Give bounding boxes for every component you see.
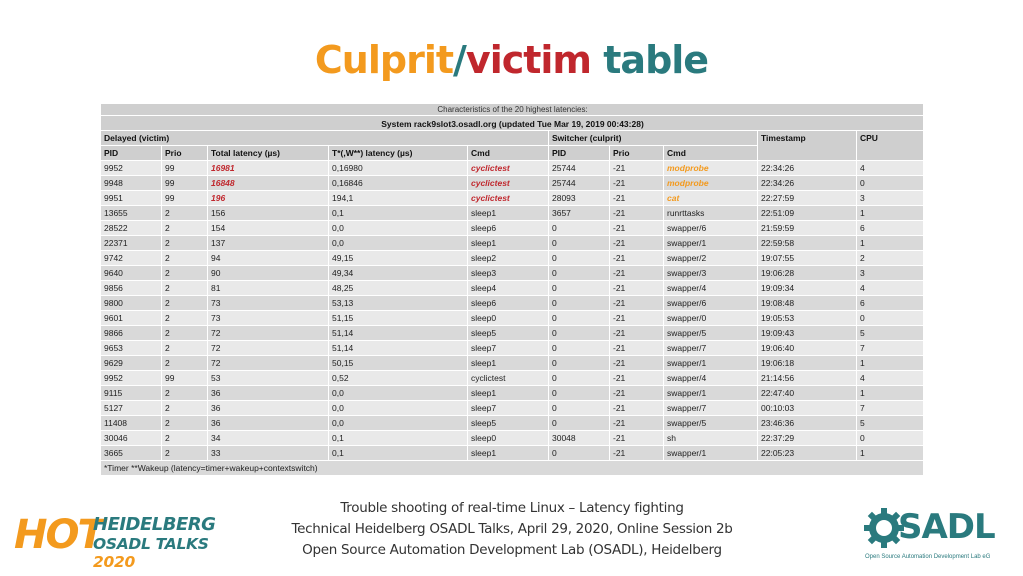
cell-timestamp: 19:06:18 [758,356,857,371]
cell-victim-pid: 9629 [101,356,162,371]
osadl-logo-subtitle: Open Source Automation Development Lab eG [865,554,991,560]
cell-culprit-cmd: swapper/3 [664,266,758,281]
cell-culprit-cmd: modprobe [664,161,758,176]
cell-total-latency: 72 [208,326,329,341]
cell-victim-prio: 2 [162,341,208,356]
cell-victim-pid: 30046 [101,431,162,446]
cell-total-latency: 137 [208,236,329,251]
footer-line-1: Trouble shooting of real-time Linux – Latency fighting [340,500,684,516]
cell-culprit-cmd: swapper/6 [664,296,758,311]
cell-victim-cmd: sleep5 [468,416,549,431]
hot-heidelberg-logo [14,512,244,571]
table-row [101,326,924,341]
cell-total-latency: 94 [208,251,329,266]
cell-culprit-prio: -21 [610,296,664,311]
table-row [101,296,924,311]
cell-victim-pid: 9601 [101,311,162,326]
cell-culprit-prio: -21 [610,341,664,356]
title-victim: victim [465,38,592,82]
cell-timestamp: 19:05:53 [758,311,857,326]
cell-culprit-pid: 0 [549,251,610,266]
cell-cpu: 0 [857,311,924,326]
cell-timestamp: 23:46:36 [758,416,857,431]
cell-victim-cmd: sleep1 [468,356,549,371]
cell-total-latency: 36 [208,416,329,431]
cell-culprit-cmd: swapper/1 [664,446,758,461]
cell-culprit-pid: 0 [549,326,610,341]
cell-victim-pid: 9640 [101,266,162,281]
title-culprit: Culprit [314,38,454,82]
table-row [101,221,924,236]
cell-cpu: 5 [857,416,924,431]
cell-cpu: 1 [857,206,924,221]
cell-victim-cmd: cyclictest [468,191,549,206]
table-row [101,356,924,371]
cell-victim-prio: 2 [162,416,208,431]
cell-victim-cmd: sleep0 [468,311,549,326]
table-row [101,446,924,461]
cell-culprit-cmd: swapper/5 [664,416,758,431]
cell-culprit-pid: 0 [549,341,610,356]
cell-culprit-cmd: swapper/6 [664,221,758,236]
column-header-victim-cmd: Cmd [468,146,549,161]
cell-culprit-pid: 0 [549,311,610,326]
table-row [101,206,924,221]
cell-timestamp: 19:06:40 [758,341,857,356]
cell-tw-latency: 0,0 [329,401,468,416]
table-caption: Characteristics of the 20 highest latencies: [101,104,924,116]
cell-cpu: 1 [857,446,924,461]
table-row [101,386,924,401]
column-header-total-latency: Total latency (µs) [208,146,329,161]
title-table: table [591,38,709,82]
cell-cpu: 4 [857,281,924,296]
table-row [101,191,924,206]
cell-victim-pid: 9952 [101,161,162,176]
cell-victim-prio: 2 [162,206,208,221]
cell-victim-prio: 2 [162,326,208,341]
cell-culprit-cmd: swapper/1 [664,236,758,251]
cell-tw-latency: 51,14 [329,326,468,341]
cell-culprit-pid: 0 [549,401,610,416]
cell-victim-cmd: sleep1 [468,386,549,401]
cell-tw-latency: 49,15 [329,251,468,266]
cell-culprit-pid: 0 [549,416,610,431]
cell-culprit-cmd: swapper/1 [664,386,758,401]
cell-cpu: 3 [857,266,924,281]
cell-culprit-pid: 0 [549,446,610,461]
cell-victim-pid: 13655 [101,206,162,221]
cell-timestamp: 22:05:23 [758,446,857,461]
table-row [101,401,924,416]
cell-tw-latency: 0,1 [329,446,468,461]
cell-tw-latency: 0,0 [329,416,468,431]
cell-victim-prio: 2 [162,266,208,281]
slide-title [0,38,1023,82]
cell-total-latency: 16981 [208,161,329,176]
cell-culprit-pid: 3657 [549,206,610,221]
cell-timestamp: 19:07:55 [758,251,857,266]
cell-cpu: 1 [857,386,924,401]
table-system-caption: System rack9slot3.osadl.org (updated Tue Mar 19, 2019 00:43:28) [101,116,924,131]
cell-culprit-cmd: swapper/4 [664,371,758,386]
column-header-cpu: CPU [857,131,924,161]
cell-victim-pid: 5127 [101,401,162,416]
cell-tw-latency: 50,15 [329,356,468,371]
cell-culprit-cmd: sh [664,431,758,446]
cell-total-latency: 196 [208,191,329,206]
hot-logo-heidelberg: HEIDELBERG [93,514,216,535]
cell-total-latency: 81 [208,281,329,296]
table-row [101,236,924,251]
cell-victim-cmd: sleep0 [468,431,549,446]
cell-victim-cmd: sleep7 [468,401,549,416]
cell-cpu: 7 [857,401,924,416]
cell-culprit-cmd: runrttasks [664,206,758,221]
osadl-logo-word: SADL [898,507,995,547]
cell-culprit-cmd: swapper/0 [664,311,758,326]
cell-victim-pid: 9742 [101,251,162,266]
group-header-switcher: Switcher (culprit) [549,131,758,146]
cell-total-latency: 36 [208,386,329,401]
osadl-logo [860,496,1010,571]
column-header-victim-prio: Prio [162,146,208,161]
cell-timestamp: 00:10:03 [758,401,857,416]
table-row [101,176,924,191]
cell-victim-cmd: sleep7 [468,341,549,356]
cell-victim-prio: 2 [162,251,208,266]
cell-victim-pid: 11408 [101,416,162,431]
cell-victim-pid: 9952 [101,371,162,386]
cell-tw-latency: 0,52 [329,371,468,386]
cell-culprit-prio: -21 [610,221,664,236]
table-row [101,371,924,386]
cell-culprit-cmd: modprobe [664,176,758,191]
cell-culprit-pid: 28093 [549,191,610,206]
cell-culprit-pid: 30048 [549,431,610,446]
cell-tw-latency: 0,0 [329,236,468,251]
cell-total-latency: 73 [208,311,329,326]
cell-culprit-pid: 0 [549,356,610,371]
cell-culprit-pid: 0 [549,266,610,281]
cell-cpu: 4 [857,161,924,176]
table-row [101,266,924,281]
column-header-tw-latency: T*(,W**) latency (µs) [329,146,468,161]
cell-cpu: 4 [857,371,924,386]
cell-culprit-cmd: swapper/7 [664,401,758,416]
cell-timestamp: 22:59:58 [758,236,857,251]
table-row [101,341,924,356]
cell-cpu: 0 [857,431,924,446]
cell-cpu: 3 [857,191,924,206]
column-header-timestamp: Timestamp [758,131,857,161]
cell-victim-pid: 9856 [101,281,162,296]
cell-victim-pid: 9866 [101,326,162,341]
cell-victim-cmd: sleep1 [468,446,549,461]
cell-culprit-prio: -21 [610,236,664,251]
cell-culprit-prio: -21 [610,281,664,296]
cell-timestamp: 21:14:56 [758,371,857,386]
cell-cpu: 0 [857,176,924,191]
cell-culprit-prio: -21 [610,266,664,281]
cell-victim-pid: 9653 [101,341,162,356]
cell-culprit-pid: 25744 [549,161,610,176]
table-row [101,416,924,431]
title-separator: / [453,38,466,82]
cell-culprit-prio: -21 [610,206,664,221]
cell-victim-prio: 99 [162,191,208,206]
cell-tw-latency: 49,34 [329,266,468,281]
cell-culprit-pid: 0 [549,371,610,386]
cell-culprit-cmd: cat [664,191,758,206]
cell-victim-pid: 28522 [101,221,162,236]
footer-line-2: Technical Heidelberg OSADL Talks, April 29, 2020, Online Session 2b [291,521,733,537]
cell-tw-latency: 53,13 [329,296,468,311]
cell-culprit-prio: -21 [610,386,664,401]
cell-victim-cmd: sleep4 [468,281,549,296]
cell-victim-prio: 2 [162,401,208,416]
cell-culprit-prio: -21 [610,326,664,341]
cell-culprit-prio: -21 [610,371,664,386]
cell-total-latency: 16848 [208,176,329,191]
cell-cpu: 6 [857,296,924,311]
hot-logo-osadl-talks [93,535,244,571]
cell-tw-latency: 0,16980 [329,161,468,176]
cell-timestamp: 22:37:29 [758,431,857,446]
cell-culprit-prio: -21 [610,446,664,461]
cell-culprit-cmd: swapper/5 [664,326,758,341]
cell-culprit-cmd: swapper/7 [664,341,758,356]
cell-culprit-pid: 0 [549,281,610,296]
cell-total-latency: 90 [208,266,329,281]
cell-victim-pid: 9800 [101,296,162,311]
cell-total-latency: 73 [208,296,329,311]
cell-victim-cmd: cyclictest [468,161,549,176]
cell-victim-cmd: sleep1 [468,236,549,251]
cell-victim-prio: 2 [162,311,208,326]
cell-cpu: 1 [857,236,924,251]
cell-tw-latency: 0,1 [329,431,468,446]
column-header-culprit-cmd: Cmd [664,146,758,161]
cell-timestamp: 22:51:09 [758,206,857,221]
latency-table [100,103,924,476]
cell-victim-prio: 2 [162,221,208,236]
cell-total-latency: 72 [208,341,329,356]
cell-total-latency: 53 [208,371,329,386]
cell-victim-pid: 3665 [101,446,162,461]
cell-victim-prio: 99 [162,176,208,191]
hot-logo-word: HOT [14,512,103,558]
cell-timestamp: 19:08:48 [758,296,857,311]
cell-cpu: 7 [857,341,924,356]
cell-culprit-prio: -21 [610,356,664,371]
cell-victim-pid: 22371 [101,236,162,251]
hot-logo-talks-label: OSADL TALKS [93,535,209,553]
table-row [101,431,924,446]
group-header-delayed: Delayed (victim) [101,131,549,146]
cell-culprit-prio: -21 [610,176,664,191]
cell-tw-latency: 0,16846 [329,176,468,191]
cell-victim-cmd: cyclictest [468,176,549,191]
cell-victim-prio: 2 [162,281,208,296]
cell-cpu: 1 [857,356,924,371]
cell-tw-latency: 194,1 [329,191,468,206]
cell-total-latency: 33 [208,446,329,461]
table-row [101,311,924,326]
cell-victim-prio: 2 [162,236,208,251]
cell-victim-cmd: sleep6 [468,221,549,236]
cell-timestamp: 22:34:26 [758,161,857,176]
cell-victim-cmd: sleep1 [468,206,549,221]
latency-table-container [100,103,923,476]
table-row [101,251,924,266]
cell-timestamp: 22:47:40 [758,386,857,401]
cell-victim-prio: 2 [162,356,208,371]
table-row [101,161,924,176]
cell-cpu: 5 [857,326,924,341]
cell-victim-prio: 2 [162,431,208,446]
cell-tw-latency: 0,1 [329,206,468,221]
cell-victim-cmd: sleep6 [468,296,549,311]
cell-tw-latency: 0,0 [329,221,468,236]
column-header-culprit-prio: Prio [610,146,664,161]
cell-tw-latency: 48,25 [329,281,468,296]
cell-culprit-prio: -21 [610,401,664,416]
cell-victim-pid: 9951 [101,191,162,206]
cell-culprit-prio: -21 [610,191,664,206]
column-header-culprit-pid: PID [549,146,610,161]
cell-culprit-pid: 0 [549,296,610,311]
cell-total-latency: 154 [208,221,329,236]
cell-culprit-cmd: swapper/4 [664,281,758,296]
cell-tw-latency: 0,0 [329,386,468,401]
cell-total-latency: 72 [208,356,329,371]
cell-culprit-pid: 0 [549,236,610,251]
cell-tw-latency: 51,14 [329,341,468,356]
cell-culprit-prio: -21 [610,161,664,176]
cell-timestamp: 22:27:59 [758,191,857,206]
cell-victim-cmd: sleep2 [468,251,549,266]
cell-victim-cmd: sleep5 [468,326,549,341]
column-header-victim-pid: PID [101,146,162,161]
cell-total-latency: 156 [208,206,329,221]
table-row [101,281,924,296]
cell-cpu: 6 [857,221,924,236]
cell-culprit-pid: 0 [549,221,610,236]
cell-culprit-pid: 0 [549,386,610,401]
cell-timestamp: 19:09:43 [758,326,857,341]
cell-victim-cmd: cyclictest [468,371,549,386]
cell-victim-pid: 9115 [101,386,162,401]
cell-total-latency: 36 [208,401,329,416]
cell-victim-prio: 99 [162,161,208,176]
cell-victim-prio: 2 [162,386,208,401]
footer-line-3: Open Source Automation Development Lab (OSADL), Heidelberg [302,542,722,558]
cell-total-latency: 34 [208,431,329,446]
hot-logo-year: 2020 [93,553,135,571]
cell-timestamp: 22:34:26 [758,176,857,191]
table-footnote: *Timer **Wakeup (latency=timer+wakeup+contextswitch) [101,461,924,476]
cell-victim-cmd: sleep3 [468,266,549,281]
cell-culprit-prio: -21 [610,311,664,326]
cell-culprit-cmd: swapper/1 [664,356,758,371]
cell-culprit-cmd: swapper/2 [664,251,758,266]
cell-victim-prio: 99 [162,371,208,386]
cell-culprit-pid: 25744 [549,176,610,191]
footer-text [262,498,762,561]
cell-timestamp: 19:06:28 [758,266,857,281]
cell-victim-pid: 9948 [101,176,162,191]
cell-culprit-prio: -21 [610,416,664,431]
cell-tw-latency: 51,15 [329,311,468,326]
cell-timestamp: 19:09:34 [758,281,857,296]
cell-culprit-prio: -21 [610,431,664,446]
cell-culprit-prio: -21 [610,251,664,266]
cell-victim-prio: 2 [162,296,208,311]
cell-victim-prio: 2 [162,446,208,461]
cell-timestamp: 21:59:59 [758,221,857,236]
cell-cpu: 2 [857,251,924,266]
